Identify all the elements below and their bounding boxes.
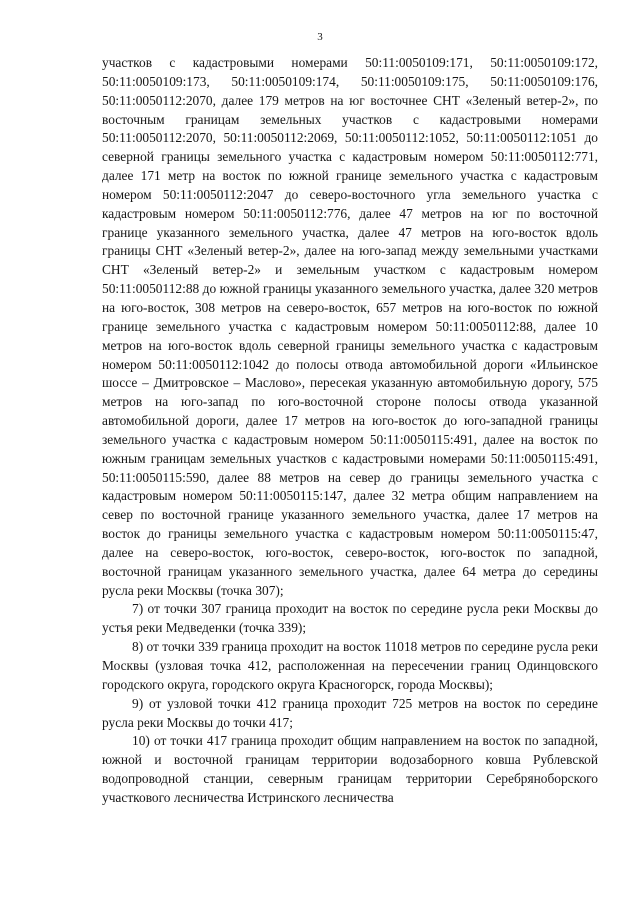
paragraph-item-7: 7) от точки 307 граница проходит на восток по середине русла реки Москвы до устья реки Медведенки (точка 339); [102,601,598,636]
document-body [102,54,598,808]
paragraph-boundary-continuation: участков с кадастровыми номерами 50:11:0050109:171, 50:11:0050109:172, 50:11:0050109:173, 50:11:0050109:174, 50:11:0050109:175, 50:11:0050109:176, 50:11:0050112:2070, далее 179 метров на юг восточнее СНТ «Зеленый ветер-2», по восточным границам земельных участков с кадастровыми номерами 50:11:0050112:2070, 50:11:0050112:2069, 50:11:0050112:1052, 50:11:0050112:1051 до северной границы земельного участка с кадастровым номером 50:11:0050112:771, далее 171 метр на восток по южной границе земельного участка с кадастровым номером 50:11:0050112:2047 до северо-восточного угла земельного участка с кадастровым номером 50:11:0050112:776, далее 47 метров на юг по восточной границе указанного земельного участка, далее 47 метров на юго-восток вдоль границы СНТ «Зеленый ветер-2», далее на юго-запад между земельными участками СНТ «Зеленый ветер-2» и земельным участком с кадастровым номером 50:11:0050112:88 до южной границы указанного земельного участка, далее 320 метров на юго-восток, 308 метров на северо-восток, 657 метров на юго-восток по южной границе земельного участка с кадастровым номером 50:11:0050112:88, далее 10 метров на юго-восток вдоль северной границы земельного участка с кадастровым номером 50:11:0050112:1042 до полосы отвода автомобильной дороги «Ильинское шоссе – Дмитровское – Маслово», пересекая указанную автомобильную дорогу, 575 метров на юго-запад по юго-восточной стороне полосы отвода указанной автомобильной дороги, далее 17 метров на юго-восток до юго-западной границы земельного участка с кадастровым номером 50:11:0050115:491, далее на восток по южным границам земельных участков с кадастровыми номерами 50:11:0050115:491, 50:11:0050115:590, далее 88 метров на север до границы земельного участка с кадастровым номером 50:11:0050115:147, далее 32 метра общим направлением на север по восточной границе указанного земельного участка, далее 17 метров на восток до границы земельного участка с кадастровым номером 50:11:0050115:47, далее на северо-восток, юго-восток, северо-восток, юго-восток по западной, восточной границам указанного земельного участка, далее 64 метра до середины русла реки Москвы (точка 307); [102,55,598,598]
page-number: 3 [317,31,323,43]
paragraph-item-8: 8) от точки 339 граница проходит на восток 11018 метров по середине русла реки Москвы (узловая точка 412, расположенная на пересечении границ Одинцовского городского округа, городского округа Красногорск, города Москвы); [102,639,598,692]
paragraph-item-10: 10) от точки 417 граница проходит общим направлением на восток по западной, южной и восточной границам территории водозаборного ковша Рублевской водопроводной станции, северным границам территории Серебряноборского участкового лесничества Истринского лесничества [102,733,598,805]
paragraph-item-9: 9) от узловой точки 412 граница проходит 725 метров на восток по середине русла реки Москвы до точки 417; [102,695,598,730]
